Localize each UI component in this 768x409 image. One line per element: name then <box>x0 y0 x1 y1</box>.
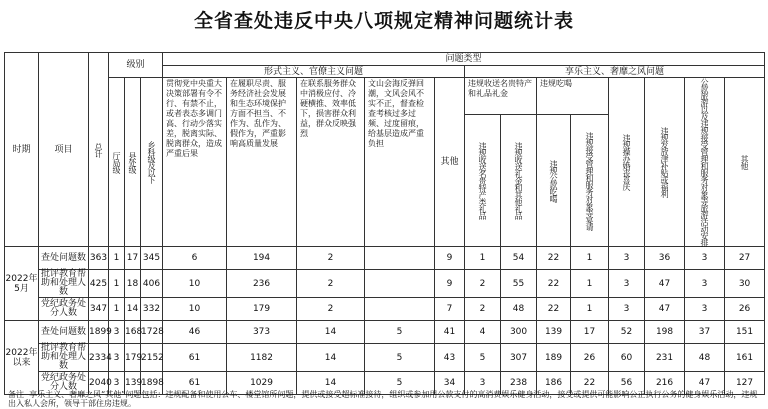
header-period: 时期 <box>5 53 39 247</box>
value-cell: 26 <box>571 344 609 372</box>
value-cell: 3 <box>465 372 501 395</box>
value-cell: 14 <box>125 298 141 321</box>
header-formalism-1: 贯彻党中央重大决策部署有令不行、有禁不止，或者表态多调门高、行动少落实差，脱离实际、脱离群众，造成严重后果 <box>163 78 227 247</box>
value-cell: 1899 <box>89 321 109 344</box>
header-dining-group: 违规吃喝 <box>537 78 609 115</box>
value-cell: 1182 <box>227 344 297 372</box>
table-row <box>5 321 765 344</box>
header-gift-1: 违规收送名贵特产类礼品 <box>465 115 501 247</box>
header-hedonism-other: 其他 <box>725 78 765 247</box>
header-formalism-2: 在履职尽责、服务经济社会发展和生态环境保护方面不担当、不作为、乱作为、假作为，严重影响高质量发展 <box>227 78 297 247</box>
value-cell: 26 <box>725 298 765 321</box>
value-cell: 161 <box>725 344 765 372</box>
value-cell: 1728 <box>141 321 163 344</box>
header-gift-group: 违规收送名贵特产和礼品礼金 <box>465 78 537 115</box>
value-cell: 14 <box>297 344 365 372</box>
value-cell: 1029 <box>227 372 297 395</box>
value-cell: 3 <box>109 372 125 395</box>
value-cell: 61 <box>163 372 227 395</box>
value-cell: 300 <box>501 321 537 344</box>
header-gift-2: 违规收送礼金和其他礼品 <box>501 115 537 247</box>
header-formalism-group: 形式主义、官僚主义问题 <box>163 66 465 78</box>
value-cell: 14 <box>297 372 365 395</box>
table-row <box>5 247 765 270</box>
value-cell: 198 <box>645 321 685 344</box>
value-cell: 347 <box>89 298 109 321</box>
header-hedonism-1: 违规操办婚丧喜庆 <box>609 78 645 247</box>
value-cell: 7 <box>435 298 465 321</box>
item-cell: 批评教育帮助和处理人数 <box>39 270 89 298</box>
value-cell: 2152 <box>141 344 163 372</box>
value-cell: 9 <box>435 247 465 270</box>
header-hedonism-group: 享乐主义、奢靡之风问题 <box>465 66 765 78</box>
header-level-xian: 县处级 <box>125 78 141 247</box>
note-label: 备注 <box>8 390 24 399</box>
value-cell: 2 <box>297 247 365 270</box>
value-cell: 54 <box>501 247 537 270</box>
value-cell: 151 <box>725 321 765 344</box>
value-cell: 3 <box>685 270 725 298</box>
value-cell <box>365 298 435 321</box>
item-cell: 批评教育帮助和处理人数 <box>39 344 89 372</box>
value-cell: 2 <box>297 298 365 321</box>
value-cell: 17 <box>125 247 141 270</box>
stats-table <box>4 52 765 395</box>
value-cell: 3 <box>609 298 645 321</box>
header-level-ting: 厅局级 <box>109 78 125 247</box>
value-cell: 22 <box>537 247 571 270</box>
value-cell: 307 <box>501 344 537 372</box>
table-row <box>5 298 765 321</box>
item-cell: 党纪政务处分人数 <box>39 298 89 321</box>
value-cell: 1 <box>571 298 609 321</box>
table-row <box>5 344 765 372</box>
value-cell: 56 <box>609 372 645 395</box>
value-cell: 3 <box>685 247 725 270</box>
value-cell: 48 <box>685 344 725 372</box>
period-cell: 2022年5月 <box>5 247 39 321</box>
value-cell: 406 <box>141 270 163 298</box>
header-hedonism-2: 违规发放津补贴或福利 <box>645 78 685 247</box>
value-cell: 5 <box>365 321 435 344</box>
value-cell: 1898 <box>141 372 163 395</box>
value-cell: 10 <box>163 298 227 321</box>
value-cell: 43 <box>435 344 465 372</box>
value-cell: 1 <box>109 298 125 321</box>
value-cell: 3 <box>109 344 125 372</box>
value-cell: 22 <box>571 372 609 395</box>
value-cell: 17 <box>571 321 609 344</box>
value-cell: 139 <box>537 321 571 344</box>
header-dining-1: 违规公款吃喝 <box>537 115 571 247</box>
value-cell: 236 <box>227 270 297 298</box>
header-level-xiang: 乡科级及以下 <box>141 78 163 247</box>
table-row <box>5 270 765 298</box>
value-cell: 5 <box>465 344 501 372</box>
value-cell: 4 <box>465 321 501 344</box>
value-cell: 55 <box>501 270 537 298</box>
item-cell: 党纪政务处分人数 <box>39 372 89 395</box>
header-formalism-other: 其他 <box>435 78 465 247</box>
value-cell: 61 <box>163 344 227 372</box>
value-cell: 3 <box>109 321 125 344</box>
value-cell: 216 <box>645 372 685 395</box>
value-cell: 186 <box>537 372 571 395</box>
value-cell: 47 <box>645 270 685 298</box>
value-cell: 14 <box>297 321 365 344</box>
period-cell: 2022年以来 <box>5 321 39 395</box>
value-cell <box>365 270 435 298</box>
header-formalism-4: 文山会海反弹回潮，文风会风不实不正，督查检查考核过多过频、过度留痕，给基层造成严重负担 <box>365 78 435 247</box>
value-cell: 2 <box>465 298 501 321</box>
value-cell: 179 <box>227 298 297 321</box>
value-cell: 9 <box>435 270 465 298</box>
value-cell: 37 <box>685 321 725 344</box>
value-cell: 189 <box>537 344 571 372</box>
value-cell: 2040 <box>89 372 109 395</box>
item-cell: 查处问题数 <box>39 321 89 344</box>
value-cell: 41 <box>435 321 465 344</box>
value-cell: 34 <box>435 372 465 395</box>
value-cell <box>365 247 435 270</box>
value-cell: 425 <box>89 270 109 298</box>
value-cell: 3 <box>685 298 725 321</box>
value-cell: 48 <box>501 298 537 321</box>
value-cell: 60 <box>609 344 645 372</box>
header-formalism-3: 在联系服务群众中消极应付、冷硬横推、效率低下，损害群众利益，群众反映强烈 <box>297 78 365 247</box>
value-cell: 238 <box>501 372 537 395</box>
header-total: 总计 <box>89 53 109 247</box>
value-cell: 30 <box>725 270 765 298</box>
value-cell: 1 <box>571 247 609 270</box>
value-cell: 18 <box>125 270 141 298</box>
value-cell: 345 <box>141 247 163 270</box>
note <box>8 390 764 408</box>
value-cell: 1 <box>465 247 501 270</box>
value-cell: 231 <box>645 344 685 372</box>
value-cell: 10 <box>163 270 227 298</box>
item-cell: 查处问题数 <box>39 247 89 270</box>
value-cell: 139 <box>125 372 141 395</box>
note-text: 享乐主义、奢靡之风“其他”问题包括：违规配备和使用公车、楼堂馆所问题，提供或接受超标准接待，组织或参加用公款支付的高消费娱乐健身活动，接受或提供可能影响公正执行公务的健身娱乐活动，违规出入私人会所，领导干部住房违规。 <box>8 390 758 408</box>
value-cell: 2 <box>465 270 501 298</box>
value-cell: 22 <box>537 298 571 321</box>
value-cell: 36 <box>645 247 685 270</box>
value-cell: 194 <box>227 247 297 270</box>
value-cell: 168 <box>125 321 141 344</box>
value-cell: 27 <box>725 247 765 270</box>
page-title: 全省查处违反中央八项规定精神问题统计表 <box>193 10 574 32</box>
value-cell: 2 <box>297 270 365 298</box>
value-cell: 332 <box>141 298 163 321</box>
header-dining-2: 违规接受管理和服务对象等宴请 <box>571 115 609 247</box>
header-level: 级别 <box>109 53 163 78</box>
value-cell: 46 <box>163 321 227 344</box>
value-cell: 47 <box>685 372 725 395</box>
value-cell: 1 <box>571 270 609 298</box>
value-cell: 127 <box>725 372 765 395</box>
value-cell: 3 <box>609 247 645 270</box>
header-hedonism-3: 公款旅游以及违规接受管理和服务对象等旅游活动安排 <box>685 78 725 247</box>
value-cell: 52 <box>609 321 645 344</box>
value-cell: 1 <box>109 247 125 270</box>
value-cell: 179 <box>125 344 141 372</box>
value-cell: 3 <box>609 270 645 298</box>
header-item: 项目 <box>39 53 89 247</box>
value-cell: 6 <box>163 247 227 270</box>
table-body <box>5 247 765 395</box>
value-cell: 373 <box>227 321 297 344</box>
value-cell: 2334 <box>89 344 109 372</box>
value-cell: 47 <box>645 298 685 321</box>
value-cell: 5 <box>365 344 435 372</box>
value-cell: 363 <box>89 247 109 270</box>
value-cell: 22 <box>537 270 571 298</box>
value-cell: 1 <box>109 270 125 298</box>
header-problem-type: 问题类型 <box>163 53 765 66</box>
value-cell: 5 <box>365 372 435 395</box>
